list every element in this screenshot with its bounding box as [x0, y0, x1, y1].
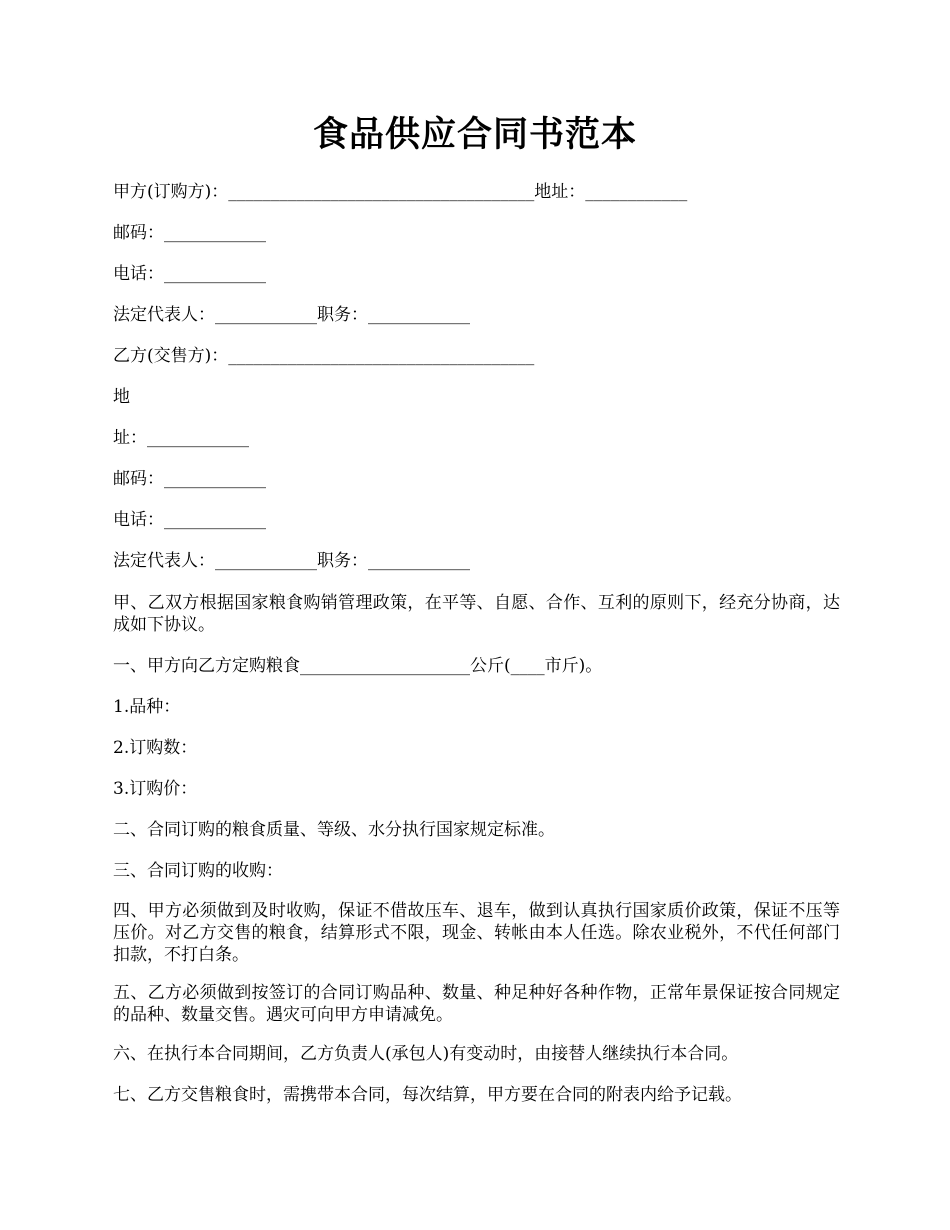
clause-2: 二、合同订购的粮食质量、等级、水分执行国家规定标准。 [113, 820, 555, 840]
clause-4: 四、甲方必须做到及时收购，保证不借故压车、退车，做到认真执行国家质价政策，保证不压等压价。对乙方交售的粮食，结算形式不限，现金、转帐由本人任选。除农业税外，不代任何部门扣款，不打白条。 [113, 901, 840, 965]
party-b-postcode: 邮码：____________ [113, 469, 266, 489]
clause-1-variety: 1.品种： [113, 697, 181, 717]
clause-6: 六、在执行本合同期间，乙方负责人(承包人)有变动时，由接替人继续执行本合同。 [113, 1044, 739, 1064]
party-b-representative: 法定代表人：____________职务：____________ [113, 551, 470, 571]
preamble-paragraph: 甲、乙双方根据国家粮食购销管理政策，在平等、自愿、合作、互利的原则下，经充分协商，达成如下协议。 [113, 593, 840, 635]
party-a-phone: 电话：____________ [113, 264, 266, 284]
party-b-phone: 电话：____________ [113, 510, 266, 530]
party-b-address: 址：____________ [113, 428, 249, 448]
clause-3: 三、合同订购的收购： [113, 861, 283, 881]
clause-1: 一、甲方向乙方定购粮食____________________公斤(____市斤)。 [113, 656, 603, 676]
clause-1-price: 3.订购价： [113, 779, 198, 799]
clause-7: 七、乙方交售粮食时，需携带本合同，每次结算，甲方要在合同的附表内给予记载。 [113, 1085, 742, 1105]
party-b-address-label: 地 [113, 387, 130, 407]
document-title: 食品供应合同书范本 [312, 114, 637, 155]
party-b-name: 乙方(交售方)：____________________________________ [113, 346, 535, 366]
party-a-name-address: 甲方(订购方)：____________________________________地址：____________ [113, 182, 688, 202]
party-a-representative: 法定代表人：____________职务：____________ [113, 305, 470, 325]
clause-5: 五、乙方必须做到按签订的合同订购品种、数量、种足种好各种作物，正常年景保证按合同规定的品种、数量交售。遇灾可向甲方申请减免。 [113, 983, 840, 1025]
clause-1-quantity: 2.订购数： [113, 738, 198, 758]
party-a-postcode: 邮码：____________ [113, 223, 266, 243]
